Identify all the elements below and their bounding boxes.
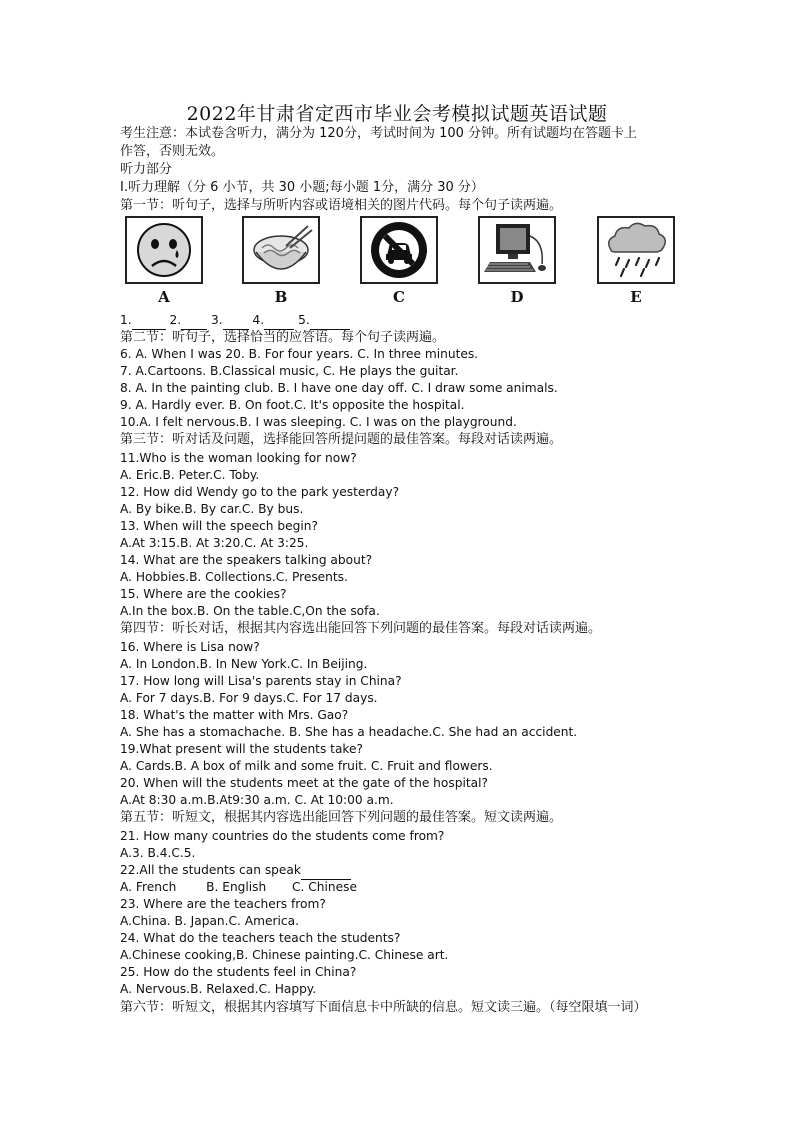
answer-line: A.At 8:30 a.m.B.At9:30 a.m. C. At 10:00 a.m.	[120, 793, 394, 807]
question-line: 17. How long will Lisa's parents stay in China?	[120, 674, 402, 688]
notice-line-1: 考生注意：本试卷含听力，满分为 120分，考试时间为 100 分钟。所有试题均在答题卡上	[120, 126, 638, 141]
answer-line: A. For 7 days.B. For 9 days.C. For 17 days.	[120, 691, 378, 705]
s1-heading: 第一节：听句子，选择与所听内容或语境相关的图片代码。每个句子读两遍。	[120, 198, 563, 213]
answer-blank-1[interactable]	[132, 312, 166, 330]
computer-icon	[478, 216, 556, 284]
answer-line: A. Hobbies.B. Collections.C. Presents.	[120, 570, 348, 584]
question-line: 10.A. I felt nervous.B. I was sleeping. C. I was on the playground.	[120, 415, 517, 429]
picture-label-c: C	[393, 288, 405, 306]
blank-label-1: 1.	[120, 313, 132, 327]
s6-heading: 第六节：听短文，根据其内容填写下面信息卡中所缺的信息。短文读三遍。（每空限填一词）	[120, 1000, 647, 1015]
no-cars-sign-icon	[360, 216, 438, 284]
question-line: 21. How many countries do the students come from?	[120, 829, 445, 843]
answer-line: A.Chinese cooking,B. Chinese painting.C. Chinese art.	[120, 948, 449, 962]
answer-line: A. She has a stomachache. B. She has a headache.C. She had an accident.	[120, 725, 578, 739]
question-line: 13. When will the speech begin?	[120, 519, 318, 533]
blank-label-4: 4.	[252, 313, 265, 327]
blank-label-3: 3.	[211, 313, 223, 327]
question-line: 24. What do the teachers teach the students?	[120, 931, 401, 945]
answer-blank-3[interactable]	[223, 312, 249, 330]
answer-line: A. In London.B. In New York.C. In Beijing.	[120, 657, 368, 671]
answer-blank-22[interactable]	[301, 862, 351, 880]
notice-line-2: 作答，否则无效。	[120, 144, 225, 159]
s2-heading: 第二节：听句子，选择恰当的应答语。每个句子读两遍。	[120, 330, 446, 345]
question-line: 12. How did Wendy go to the park yesterday?	[120, 485, 400, 499]
blank-label-2: 2.	[169, 313, 182, 327]
part-heading: 听力部分	[120, 162, 173, 177]
option-c: C. Chinese	[292, 880, 357, 894]
question-line: 8. A. In the painting club. B. I have one day off. C. I draw some animals.	[120, 381, 558, 395]
picture-options	[120, 216, 680, 306]
answer-blank-4[interactable]	[264, 312, 294, 330]
answer-blank-2[interactable]	[181, 312, 207, 330]
answer-blank-5[interactable]	[310, 312, 350, 330]
question-line: 23. Where are the teachers from?	[120, 897, 326, 911]
answer-line: A.China. B. Japan.C. America.	[120, 914, 299, 928]
page-title: 2022年甘肃省定西市毕业会考模拟试题英语试题	[186, 103, 608, 125]
question-line: 16. Where is Lisa now?	[120, 640, 260, 654]
answer-line: A.In the box.B. On the table.C,On the sofa.	[120, 604, 380, 618]
crying-face-icon	[125, 216, 203, 284]
question-line: 25. How do the students feel in China?	[120, 965, 357, 979]
option-a: A. French	[120, 880, 177, 894]
s4-heading: 第四节：听长对话，根据其内容选出能回答下列问题的最佳答案。每段对话读两遍。	[120, 621, 602, 636]
question-line: 19.What present will the students take?	[120, 742, 364, 756]
s3-heading: 第三节：听对话及问题，选择能回答所提问题的最佳答案。每段对话读两遍。	[120, 432, 563, 447]
question-line: 7. A.Cartoons. B.Classical music, C. He plays the guitar.	[120, 364, 459, 378]
question-22-text: 22.All the students can speak	[120, 863, 301, 877]
blank-label-5: 5.	[298, 313, 310, 327]
question-line: 15. Where are the cookies?	[120, 587, 287, 601]
question-line: 6. A. When I was 20. B. For four years. C. In three minutes.	[120, 347, 479, 361]
question-line: 20. When will the students meet at the gate of the hospital?	[120, 776, 488, 790]
picture-label-a: A	[158, 288, 170, 306]
answer-line: A. Eric.B. Peter.C. Toby.	[120, 468, 260, 482]
answer-line: A.3. B.4.C.5.	[120, 846, 196, 860]
picture-label-e: E	[630, 288, 642, 306]
answer-line: A.At 3:15.B. At 3:20.C. At 3:25.	[120, 536, 309, 550]
section-heading: I.听力理解（分 6 小节，共 30 小题;每小题 1分，满分 30 分）	[120, 180, 484, 195]
s5-heading: 第五节：听短文，根据其内容选出能回答下列问题的最佳答案。短文读两遍。	[120, 810, 563, 825]
question-line: 18. What's the matter with Mrs. Gao?	[120, 708, 349, 722]
rain-cloud-icon	[597, 216, 675, 284]
question-line: 9. A. Hardly ever. B. On foot.C. It's opposite the hospital.	[120, 398, 465, 412]
question-line: 14. What are the speakers talking about?	[120, 553, 373, 567]
answer-line: A. By bike.B. By car.C. By bus.	[120, 502, 304, 516]
picture-label-d: D	[510, 288, 524, 306]
noodle-bowl-icon	[242, 216, 320, 284]
question-line-22	[120, 862, 351, 880]
picture-label-b: B	[274, 288, 288, 306]
option-b: B. English	[206, 880, 267, 894]
question-line: 11.Who is the woman looking for now?	[120, 451, 357, 465]
answer-line: A. Nervous.B. Relaxed.C. Happy.	[120, 982, 317, 996]
answer-line-22	[120, 879, 357, 896]
s1-answer-blanks	[120, 312, 350, 330]
answer-line: A. Cards.B. A box of milk and some fruit. C. Fruit and flowers.	[120, 759, 493, 773]
